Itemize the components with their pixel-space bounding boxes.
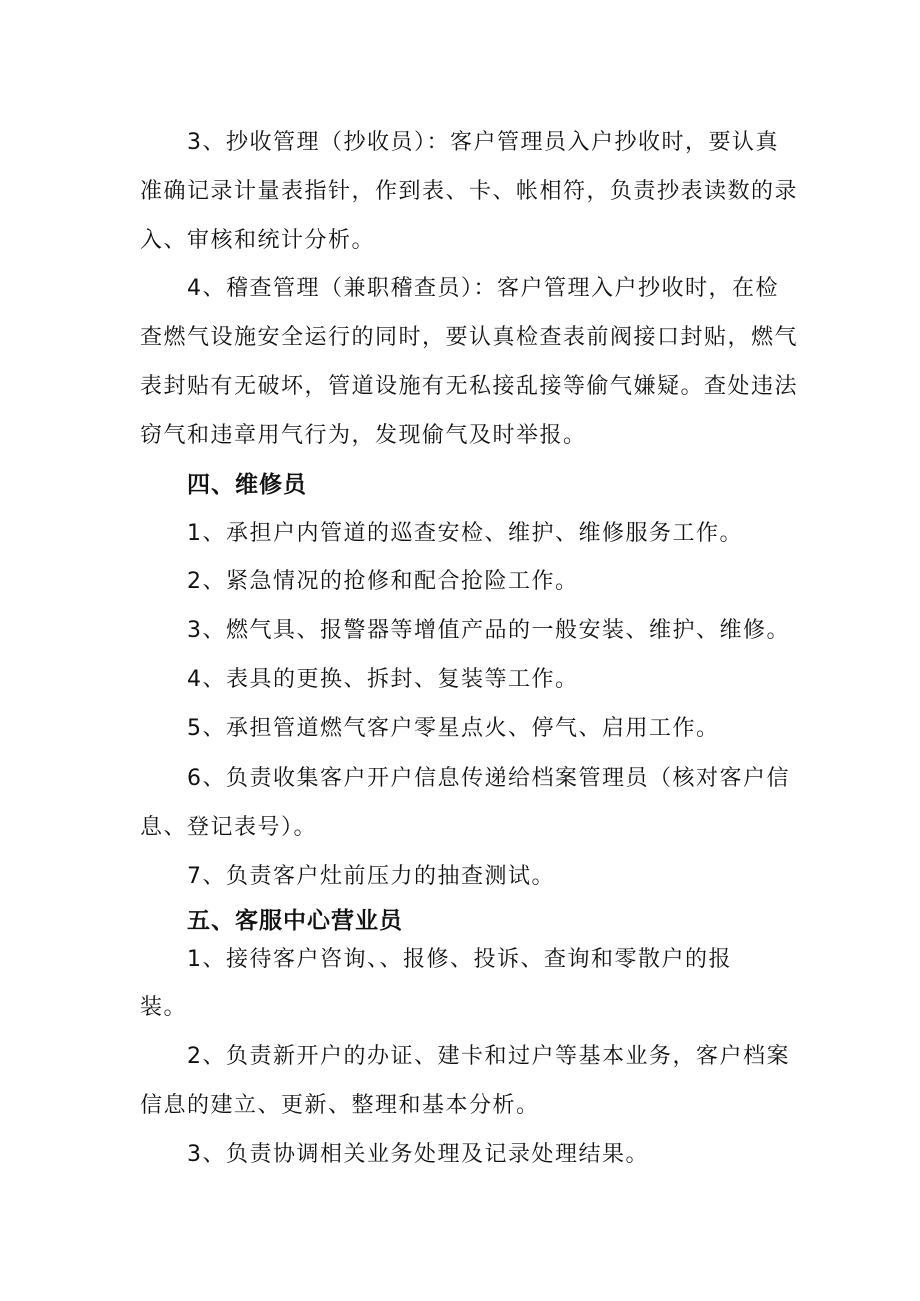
paragraph-line: 5、承担管道燃气客户零星点火、停气、启用工作。 <box>187 716 720 741</box>
paragraph-line: 查燃气设施安全运行的同时，要认真检查表前阀接口封贴，燃气 <box>140 325 799 350</box>
paragraph-line: 4、表具的更换、拆封、复装等工作。 <box>187 667 579 692</box>
paragraph-line: 息、登记表号）。 <box>140 815 318 840</box>
paragraph-line: 窃气和违章用气行为，发现偷气及时举报。 <box>140 423 587 448</box>
paragraph-line: 1、承担户内管道的巡查安检、维护、维修服务工作。 <box>187 521 743 546</box>
paragraph-line: 2、紧急情况的抢修和配合抢险工作。 <box>187 569 579 594</box>
section-heading: 五、客服中心营业员 <box>187 908 403 934</box>
paragraph-line: 装。 <box>140 995 188 1020</box>
paragraph-line: 7、负责客户灶前压力的抽查测试。 <box>187 864 555 889</box>
paragraph-line: 3、抄收管理（抄收员）：客户管理员入户抄收时，要认真 <box>187 130 779 155</box>
paragraph-line: 准确记录计量表指针，作到表、卡、帐相符，负责抄表读数的录 <box>140 179 799 204</box>
paragraph-line: 信息的建立、更新、整理和基本分析。 <box>140 1093 540 1118</box>
paragraph-line: 3、负责协调相关业务处理及记录处理结果。 <box>187 1142 649 1167</box>
section-heading: 四、维修员 <box>187 472 307 498</box>
paragraph-line: 4、稽查管理（兼职稽查员）：客户管理入户抄收时，在检 <box>187 276 779 301</box>
paragraph-line: 3、燃气具、报警器等增值产品的一般安装、维护、维修。 <box>187 618 790 643</box>
paragraph-line: 入、审核和统计分析。 <box>140 228 376 253</box>
paragraph-line: 表封贴有无破坏，管道设施有无私接乱接等偷气嫌疑。查处违法 <box>140 374 799 399</box>
paragraph-line: 2、负责新开户的办证、建卡和过户等基本业务，客户档案 <box>187 1044 790 1069</box>
paragraph-line: 1、接待客户咨询、、报修、投诉、查询和零散户的报 <box>187 947 732 972</box>
paragraph-line: 6、负责收集客户开户信息传递给档案管理员（核对客户信 <box>187 766 790 791</box>
